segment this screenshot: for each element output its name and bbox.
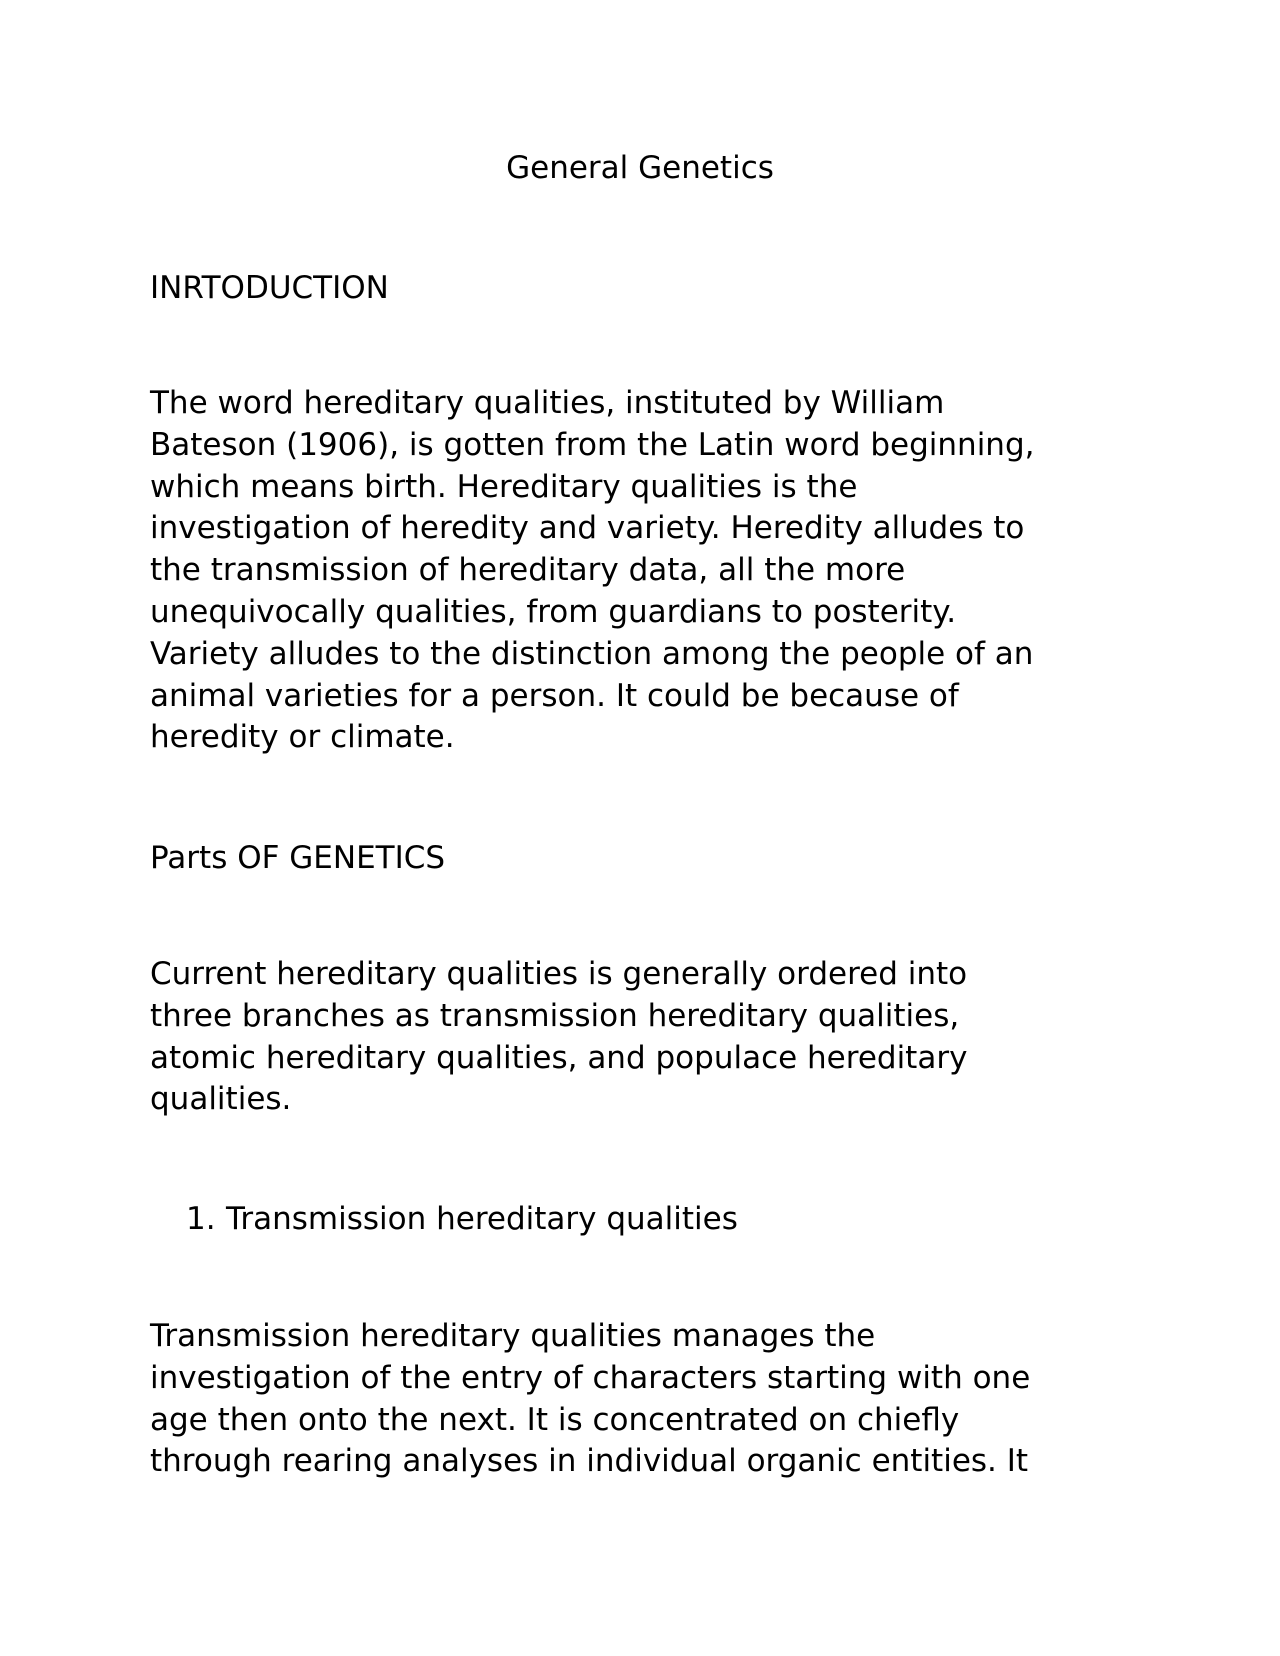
paragraph-line: heredity or climate. bbox=[150, 719, 455, 756]
document-title: General Genetics bbox=[506, 150, 774, 186]
paragraph-line: The word hereditary qualities, instituted by William bbox=[150, 385, 945, 421]
paragraph-line: the transmission of hereditary data, all the more bbox=[150, 552, 906, 589]
list-text: Transmission hereditary qualities bbox=[226, 1201, 738, 1237]
paragraph-line: through rearing analyses in individual organic entities. It bbox=[150, 1443, 1029, 1480]
paragraph-line: three branches as transmission hereditary qualities, bbox=[150, 997, 960, 1034]
paragraph-line: Bateson (1906), is gotten from the Latin word beginning, bbox=[150, 426, 1035, 463]
transmission-paragraph bbox=[150, 1316, 1130, 1483]
paragraph-line: Current hereditary qualities is generally ordered into bbox=[150, 956, 968, 992]
list-item bbox=[186, 1199, 738, 1239]
paragraph-line: age then onto the next. It is concentrated on chiefly bbox=[150, 1401, 960, 1438]
parts-paragraph bbox=[150, 954, 1130, 1121]
intro-heading: INRTODUCTION bbox=[150, 270, 389, 306]
parts-heading: Parts OF GENETICS bbox=[150, 840, 446, 876]
intro-paragraph bbox=[150, 383, 1130, 759]
paragraph-line: Variety alludes to the distinction among the people of an bbox=[150, 635, 1034, 672]
paragraph-line: unequivocally qualities, from guardians to posterity. bbox=[150, 593, 957, 630]
paragraph-line: investigation of heredity and variety. Heredity alludes to bbox=[150, 510, 1025, 547]
paragraph-line: atomic hereditary qualities, and populace hereditary bbox=[150, 1039, 968, 1076]
paragraph-line: which means birth. Hereditary qualities is the bbox=[150, 468, 858, 505]
paragraph-line: investigation of the entry of characters starting with one bbox=[150, 1359, 1031, 1396]
paragraph-line: Transmission hereditary qualities manages the bbox=[150, 1318, 876, 1354]
list-number: 1. bbox=[186, 1201, 216, 1237]
paragraph-line: animal varieties for a person. It could be because of bbox=[150, 677, 959, 714]
paragraph-line: qualities. bbox=[150, 1081, 292, 1118]
